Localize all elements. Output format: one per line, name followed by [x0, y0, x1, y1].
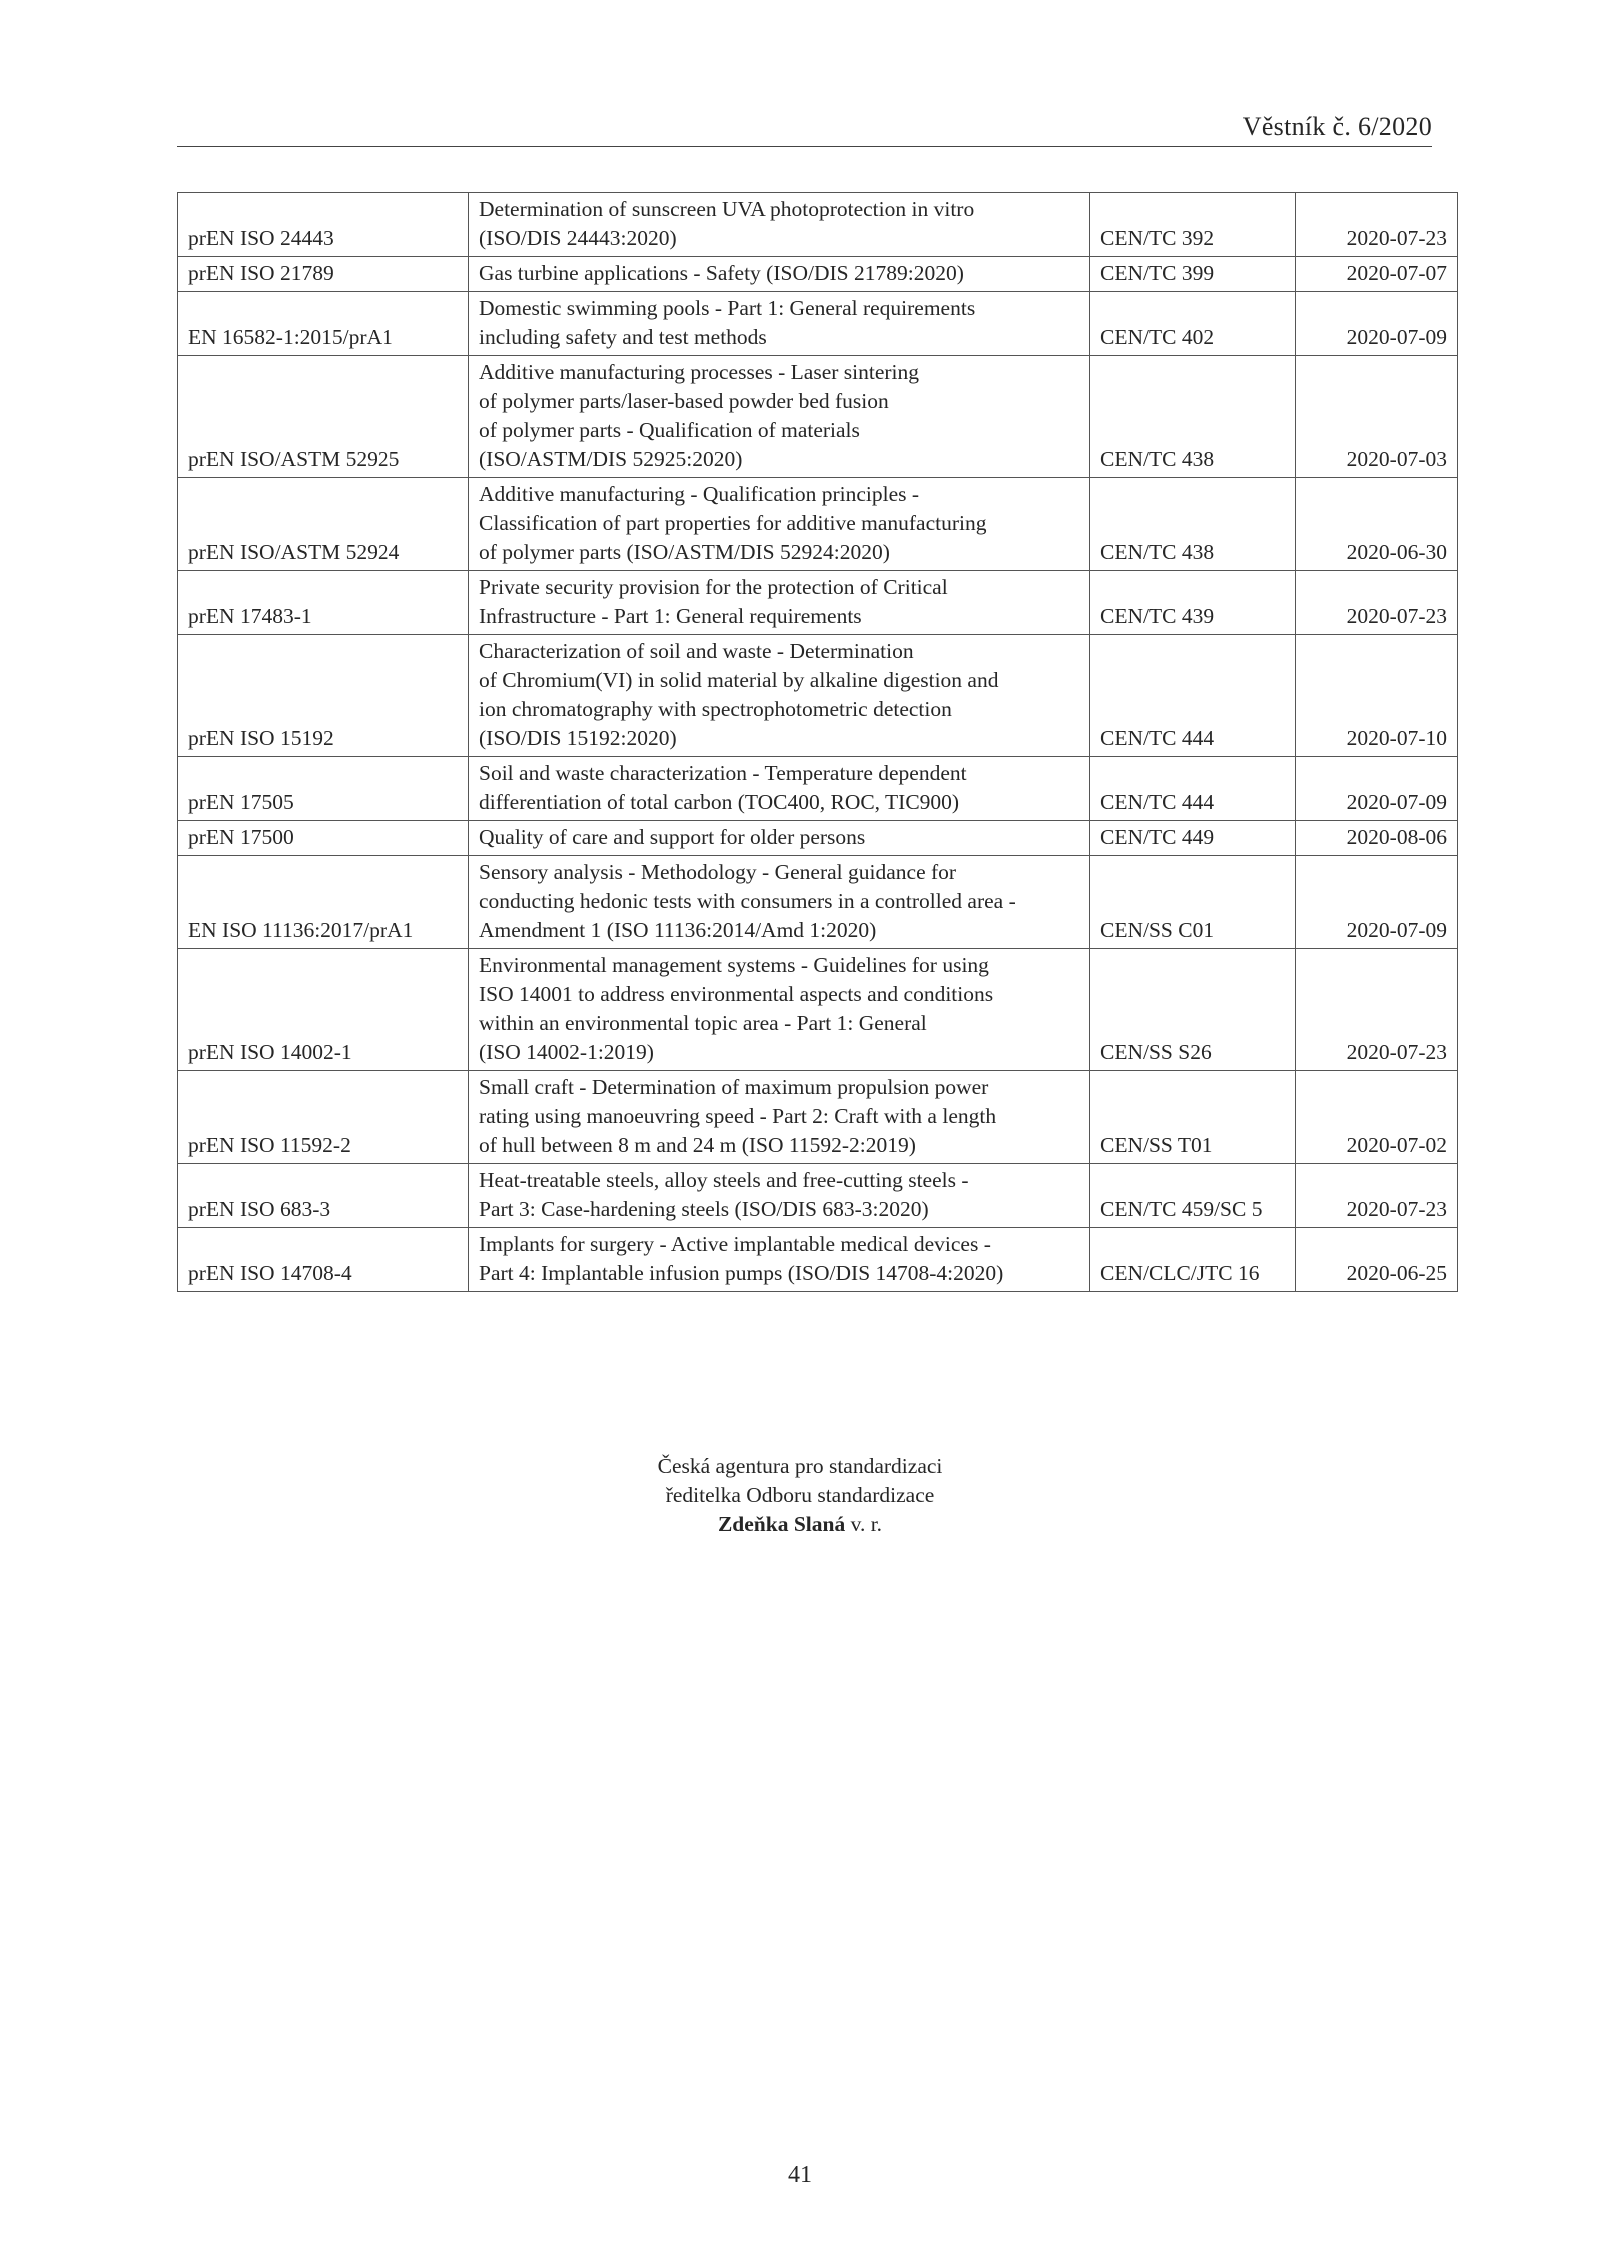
table-row: [178, 1164, 1458, 1228]
standard-id-cell: prEN ISO 15192: [178, 635, 469, 757]
standard-title-cell: Heat-treatable steels, alloy steels and free-cutting steels - Part 3: Case-hardening steels (ISO/DIS 683-3:2020): [469, 1164, 1090, 1228]
table-row: [178, 821, 1458, 856]
table-row: [178, 193, 1458, 257]
technical-committee-cell: CEN/SS T01: [1090, 1071, 1296, 1164]
standard-id-cell: prEN ISO 14708-4: [178, 1228, 469, 1292]
table-row: [178, 949, 1458, 1071]
table-row: [178, 856, 1458, 949]
signature-block: [0, 1452, 1600, 1539]
standard-title-cell: Sensory analysis - Methodology - General guidance for conducting hedonic tests with consumers in a controlled area - Amendment 1 (ISO 11136:2014/Amd 1:2020): [469, 856, 1090, 949]
technical-committee-cell: CEN/TC 438: [1090, 478, 1296, 571]
standards-table: [177, 192, 1458, 1292]
standard-id-cell: prEN 17483-1: [178, 571, 469, 635]
deadline-date-cell: 2020-06-30: [1296, 478, 1458, 571]
technical-committee-cell: CEN/TC 449: [1090, 821, 1296, 856]
standard-id-cell: prEN 17500: [178, 821, 469, 856]
standard-title-cell: Additive manufacturing processes - Laser sintering of polymer parts/laser-based powder bed fusion of polymer parts - Qualification of materials (ISO/ASTM/DIS 52925:2020): [469, 356, 1090, 478]
signature-agency: Česká agentura pro standardizaci: [657, 1454, 943, 1478]
signature-name: Zdeňka Slaná: [717, 1512, 846, 1536]
deadline-date-cell: 2020-07-09: [1296, 292, 1458, 356]
table-row: [178, 356, 1458, 478]
bulletin-title: Věstník č. 6/2020: [1242, 112, 1432, 141]
standard-title-cell: Soil and waste characterization - Temperature dependent differentiation of total carbon (TOC400, ROC, TIC900): [469, 757, 1090, 821]
technical-committee-cell: CEN/TC 399: [1090, 257, 1296, 292]
signature-position: ředitelka Odboru standardizace: [665, 1483, 935, 1507]
technical-committee-cell: CEN/CLC/JTC 16: [1090, 1228, 1296, 1292]
header-divider: [177, 146, 1432, 147]
technical-committee-cell: CEN/TC 392: [1090, 193, 1296, 257]
standard-title-cell: Small craft - Determination of maximum propulsion power rating using manoeuvring speed - Part 2: Craft with a length of hull between 8 m and 24 m (ISO 11592-2:2019): [469, 1071, 1090, 1164]
technical-committee-cell: CEN/TC 444: [1090, 757, 1296, 821]
standard-id-cell: EN ISO 11136:2017/prA1: [178, 856, 469, 949]
deadline-date-cell: 2020-07-02: [1296, 1071, 1458, 1164]
standard-id-cell: prEN ISO 683-3: [178, 1164, 469, 1228]
deadline-date-cell: 2020-07-23: [1296, 949, 1458, 1071]
table-row: [178, 635, 1458, 757]
standard-title-cell: Private security provision for the protection of Critical Infrastructure - Part 1: General requirements: [469, 571, 1090, 635]
deadline-date-cell: 2020-07-03: [1296, 356, 1458, 478]
standard-id-cell: prEN ISO/ASTM 52925: [178, 356, 469, 478]
technical-committee-cell: CEN/SS S26: [1090, 949, 1296, 1071]
table-row: [178, 571, 1458, 635]
deadline-date-cell: 2020-07-23: [1296, 1164, 1458, 1228]
technical-committee-cell: CEN/TC 438: [1090, 356, 1296, 478]
standard-title-cell: Environmental management systems - Guidelines for using ISO 14001 to address environmental aspects and conditions within an environmental topic area - Part 1: General (ISO 14002-1:2019): [469, 949, 1090, 1071]
standard-id-cell: prEN ISO 21789: [178, 257, 469, 292]
table-row: [178, 757, 1458, 821]
deadline-date-cell: 2020-08-06: [1296, 821, 1458, 856]
signature-suffix: v. r.: [845, 1512, 883, 1536]
standard-title-cell: Additive manufacturing - Qualification principles - Classification of part properties for additive manufacturing of polymer parts (ISO/ASTM/DIS 52924:2020): [469, 478, 1090, 571]
standard-title-cell: Characterization of soil and waste - Determination of Chromium(VI) in solid material by alkaline digestion and ion chromatography with spectrophotometric detection (ISO/DIS 15192:2020): [469, 635, 1090, 757]
standard-title-cell: Domestic swimming pools - Part 1: General requirements including safety and test methods: [469, 292, 1090, 356]
standard-id-cell: prEN ISO 24443: [178, 193, 469, 257]
standard-title-cell: Implants for surgery - Active implantable medical devices - Part 4: Implantable infusion pumps (ISO/DIS 14708-4:2020): [469, 1228, 1090, 1292]
standard-id-cell: prEN 17505: [178, 757, 469, 821]
technical-committee-cell: CEN/TC 444: [1090, 635, 1296, 757]
standard-title-cell: Quality of care and support for older persons: [469, 821, 1090, 856]
technical-committee-cell: CEN/TC 459/SC 5: [1090, 1164, 1296, 1228]
page-number: 41: [788, 2162, 812, 2188]
technical-committee-cell: CEN/TC 402: [1090, 292, 1296, 356]
technical-committee-cell: CEN/TC 439: [1090, 571, 1296, 635]
table-row: [178, 478, 1458, 571]
standard-id-cell: prEN ISO 11592-2: [178, 1071, 469, 1164]
deadline-date-cell: 2020-07-09: [1296, 856, 1458, 949]
standard-id-cell: prEN ISO 14002-1: [178, 949, 469, 1071]
technical-committee-cell: CEN/SS C01: [1090, 856, 1296, 949]
standards-table-body: [178, 193, 1458, 1292]
deadline-date-cell: 2020-07-23: [1296, 571, 1458, 635]
standard-id-cell: EN 16582-1:2015/prA1: [178, 292, 469, 356]
deadline-date-cell: 2020-07-07: [1296, 257, 1458, 292]
standard-title-cell: Gas turbine applications - Safety (ISO/DIS 21789:2020): [469, 257, 1090, 292]
signature-name-line: [0, 1510, 1600, 1539]
table-row: [178, 257, 1458, 292]
standard-id-cell: prEN ISO/ASTM 52924: [178, 478, 469, 571]
deadline-date-cell: 2020-07-23: [1296, 193, 1458, 257]
table-row: [178, 292, 1458, 356]
deadline-date-cell: 2020-07-10: [1296, 635, 1458, 757]
table-row: [178, 1228, 1458, 1292]
table-row: [178, 1071, 1458, 1164]
deadline-date-cell: 2020-07-09: [1296, 757, 1458, 821]
standard-title-cell: Determination of sunscreen UVA photoprotection in vitro (ISO/DIS 24443:2020): [469, 193, 1090, 257]
deadline-date-cell: 2020-06-25: [1296, 1228, 1458, 1292]
